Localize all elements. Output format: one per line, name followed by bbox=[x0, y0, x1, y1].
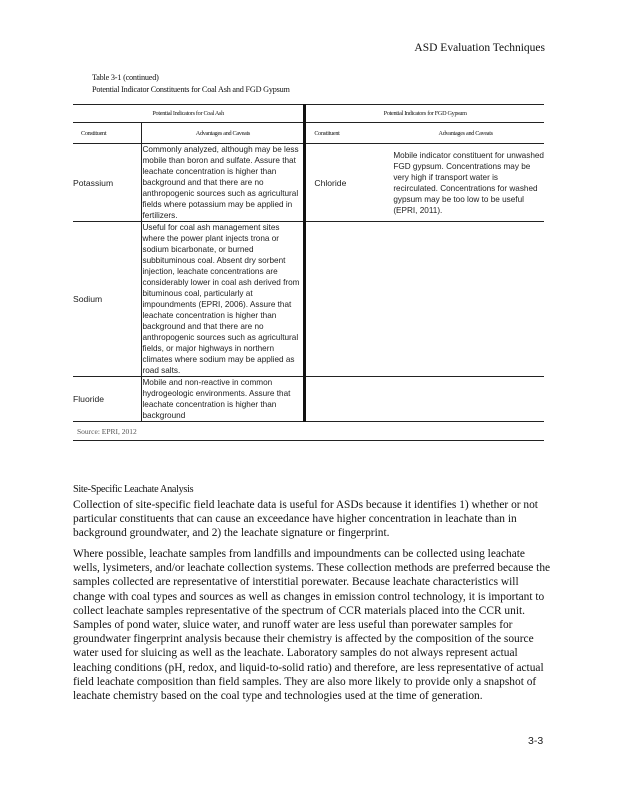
body-paragraph: Collection of site-specific field leachate data is useful for ASDs because it identifies 1) whether or not particular constituents that can cause an exceedance have higher concentration in leachate than in background groundwater, and 2) the leachate signature or fingerprint. bbox=[73, 499, 538, 540]
table-number: Table 3-1 (continued) bbox=[92, 73, 159, 82]
running-header-title: ASD Evaluation Techniques bbox=[414, 42, 545, 54]
column-header-constituent: Constituent bbox=[73, 123, 142, 144]
table-column-header-row bbox=[73, 123, 544, 144]
caveat-cell: Commonly analyzed, although may be less mobile than boron and sulfate. Assure that leachate concentration is higher than background and that there are no anthropogenic sources such as agricultural fields where potassium may be applied in fertilizers. bbox=[142, 144, 305, 222]
table-group-header-row bbox=[73, 105, 544, 123]
table-caption bbox=[92, 72, 290, 96]
constituent-cell: Fluoride bbox=[73, 377, 142, 422]
constituent-cell: Potassium bbox=[73, 144, 142, 222]
constituent-cell: Sodium bbox=[73, 222, 142, 377]
column-header-advantages: Advantages and Caveats bbox=[387, 123, 544, 144]
section-heading: Site-Specific Leachate Analysis bbox=[73, 484, 194, 495]
constituent-cell bbox=[305, 222, 387, 377]
table-title: Potential Indicator Constituents for Coal Ash and FGD Gypsum bbox=[92, 85, 290, 94]
caveat-cell bbox=[387, 222, 544, 377]
table-source-row bbox=[73, 422, 544, 441]
group-header-fgd-gypsum: Potential Indicators for FGD Gypsum bbox=[305, 105, 544, 123]
table-row bbox=[73, 222, 544, 377]
caveat-cell: Mobile and non-reactive in common hydrogeologic environments. Assure that leachate concentration is higher than background bbox=[142, 377, 305, 422]
page-number: 3-3 bbox=[528, 735, 544, 747]
group-header-coal-ash: Potential Indicators for Coal Ash bbox=[73, 105, 305, 123]
caveat-cell: Mobile indicator constituent for unwashed FGD gypsum. Concentrations may be very high if transport water is recirculated. Concentrations for washed gypsum may be too low to be useful (EPRI, 2011). bbox=[387, 144, 544, 222]
indicator-constituents-table bbox=[73, 104, 544, 441]
table-row bbox=[73, 144, 544, 222]
body-paragraph: Where possible, leachate samples from landfills and impoundments can be collected using leachate wells, lysimeters, and/or leachate collection systems. These collection methods are preferred because the samples collected are representative of interstitial porewater. Because leachate characteristics will change with coal types and sources as well as changes in emission control technology, it is important to collect leachate samples representative of the spectrum of CCR materials placed into the CCR unit. Samples of pond water, sluice water, and runoff water are less useful than porewater samples for groundwater fingerprint analysis because their chemistry is affected by the composition of the source water used for sluicing as well as the leachate. Laboratory samples do not always represent actual leaching conditions (pH, redox, and liquid-to-solid ratio) and therefore, are less representative of actual field leachate composition than field samples. They are also more likely to provide only a snapshot of leachate chemistry based on the coal type and technologies used at the time of generation. bbox=[73, 548, 551, 703]
column-header-advantages: Advantages and Caveats bbox=[142, 123, 305, 144]
constituent-cell: Chloride bbox=[305, 144, 387, 222]
table-source-note: Source: EPRI, 2012 bbox=[73, 422, 544, 441]
caveat-cell: Useful for coal ash management sites where the power plant injects trona or sodium bicarbonate, or burned subbituminous coal. Absent dry sorbent injection, leachate concentrations are considerably lower in coal ash derived from bituminous coal, particularly at impoundments (EPRI, 2006). Assure that leachate concentration is higher than background and that there are no anthropogenic sources such as agricultural fields, or major highways in northern climates where sodium may be applied as road salts. bbox=[142, 222, 305, 377]
caveat-cell bbox=[387, 377, 544, 422]
column-header-constituent: Constituent bbox=[305, 123, 387, 144]
table-row bbox=[73, 377, 544, 422]
constituent-cell bbox=[305, 377, 387, 422]
